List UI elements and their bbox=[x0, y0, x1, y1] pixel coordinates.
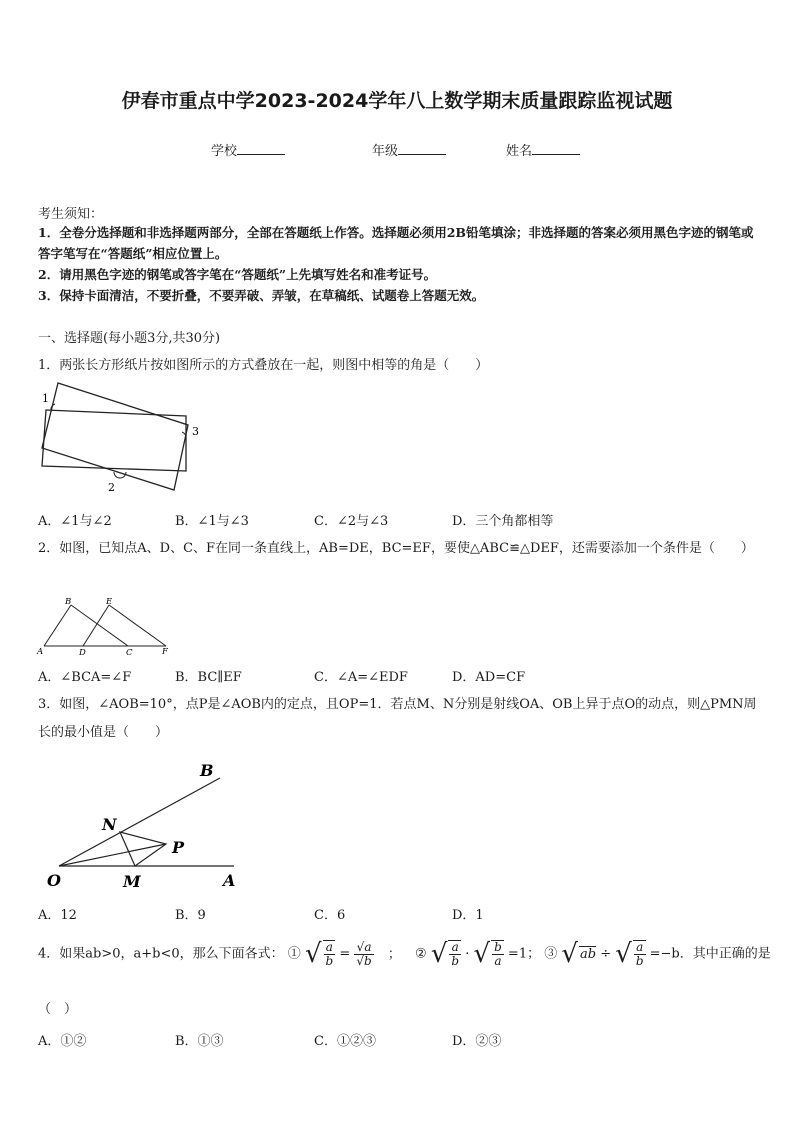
q3-label-p: P bbox=[172, 838, 185, 857]
q3-stem: 3．如图，∠AOB=10°，点P是∠AOB内的定点，且OP=1．若点M、N分别是射线OA、OB上异于点O的动点，则△PMN周长的最小值是（ ） bbox=[38, 697, 757, 740]
q3-ray-ob bbox=[59, 778, 220, 866]
grade-label: 年级 bbox=[372, 144, 399, 159]
q3-option-a[interactable]: A．12 bbox=[38, 908, 77, 923]
q4-stem bbox=[38, 939, 771, 969]
q4-expr1-rhs-den: √b bbox=[356, 953, 372, 968]
q1-label-3: 3 bbox=[192, 425, 199, 438]
q2-label-f: F bbox=[162, 647, 168, 657]
q4-option-d[interactable]: D．②③ bbox=[452, 1034, 502, 1049]
q4-expr2-radicand-2 bbox=[491, 940, 504, 968]
q4-option-b[interactable]: B．①③ bbox=[175, 1034, 224, 1049]
multiply-dot-icon: · bbox=[465, 946, 470, 962]
q2-label-d: D bbox=[79, 648, 86, 658]
q2-segment-ab bbox=[44, 605, 71, 646]
q1-figure bbox=[36, 380, 206, 498]
q3-label-m: M bbox=[123, 872, 141, 891]
school-label: 学校 bbox=[211, 144, 238, 159]
q3-label-o: O bbox=[47, 871, 61, 890]
name-label: 姓名 bbox=[506, 144, 533, 159]
q2-option-b[interactable]: B．BC∥EF bbox=[175, 670, 242, 685]
q2-option-a[interactable]: A．∠BCA=∠F bbox=[38, 670, 132, 685]
q4-expr1-radicand bbox=[323, 940, 336, 968]
q4-expr2-fraction-1 bbox=[449, 941, 461, 968]
sqrt-icon: √ bbox=[473, 939, 491, 969]
q4-option-a[interactable]: A．①② bbox=[38, 1034, 87, 1049]
q2-label-b: B bbox=[65, 597, 72, 607]
q1-label-2: 2 bbox=[108, 481, 115, 494]
q4-eq-1: = bbox=[339, 946, 351, 962]
q3-option-c[interactable]: C．6 bbox=[314, 908, 346, 923]
q4-divide: ÷ bbox=[600, 946, 612, 962]
q2-option-d[interactable]: D．AD=CF bbox=[452, 670, 526, 685]
q2-segment-ef bbox=[109, 605, 166, 646]
q1-label-1: 1 bbox=[42, 392, 49, 405]
q4-option-c[interactable]: C．①②③ bbox=[314, 1034, 376, 1049]
q4-eq-2: =1； bbox=[507, 946, 541, 962]
q4-expr2-num-2: b bbox=[494, 940, 502, 954]
q2-label-e: E bbox=[106, 597, 113, 607]
name-blank[interactable] bbox=[532, 142, 580, 155]
q4-expr1-den: b bbox=[325, 954, 334, 968]
q4-expr3-den: b bbox=[635, 954, 644, 968]
q4-answer-blank: （ ） bbox=[38, 1002, 78, 1017]
sqrt-icon: √ bbox=[561, 939, 578, 969]
q4-expr2-num-1: a bbox=[449, 941, 461, 955]
notice-item-3: 3．保持卡面清洁，不要折叠，不要弄破、弄皱，在草稿纸、试题卷上答题无效。 bbox=[38, 288, 485, 303]
q3-label-b: B bbox=[200, 761, 214, 780]
q4-expr3-radicand-2 bbox=[633, 940, 646, 968]
q1-option-a[interactable]: A．∠1与∠2 bbox=[38, 514, 112, 529]
q3-label-a: A bbox=[223, 871, 236, 890]
grade-blank[interactable] bbox=[398, 142, 446, 155]
q4-expr1-fraction bbox=[324, 941, 336, 968]
q4-expr1-num: a bbox=[324, 941, 336, 955]
q4-expr3-radicand-1: ab bbox=[579, 947, 597, 962]
q2-label-a: A bbox=[37, 647, 44, 657]
q4-mark-3: ③ bbox=[544, 946, 558, 962]
q1-option-c[interactable]: C．∠2与∠3 bbox=[314, 514, 389, 529]
q3-label-n: N bbox=[102, 815, 117, 834]
sqrt-icon: √ bbox=[615, 939, 632, 969]
q4-expr3-fraction bbox=[634, 941, 646, 968]
q4-stem-start: 4．如果ab>0，a+b<0，那么下面各式： bbox=[38, 946, 284, 962]
school-blank[interactable] bbox=[237, 142, 285, 155]
q1-stem: 1．两张长方形纸片按如图所示的方式叠放在一起，则图中相等的角是（ ） bbox=[38, 358, 489, 373]
q1-rotated-rectangle bbox=[42, 383, 188, 490]
q4-eq-3: =−b．其中正确的是 bbox=[649, 946, 771, 962]
school-field bbox=[211, 140, 285, 159]
q3-option-b[interactable]: B．9 bbox=[175, 908, 206, 923]
q4-expr3-num: a bbox=[634, 941, 646, 955]
exam-title: 伊春市重点中学2023-2024学年八上数学期末质量跟踪监视试题 bbox=[121, 90, 673, 112]
section-heading: 一、选择题(每小题3分,共30分) bbox=[38, 331, 221, 346]
q4-mark-1: ① bbox=[287, 946, 301, 962]
notice-label: 考生须知： bbox=[38, 207, 104, 222]
sqrt-icon: √ bbox=[430, 939, 448, 969]
q2-option-c[interactable]: C．∠A=∠EDF bbox=[314, 670, 408, 685]
q4-separator: ； bbox=[387, 946, 401, 962]
q4-expr2-den-2: a bbox=[494, 954, 502, 968]
q2-label-c: C bbox=[126, 648, 133, 658]
q1-option-b[interactable]: B．∠1与∠3 bbox=[175, 514, 249, 529]
q4-expr1-rhs-den-var: b bbox=[364, 953, 372, 968]
q1-option-d[interactable]: D．三个角都相等 bbox=[452, 514, 554, 529]
q4-expr1-rhs-num: √a bbox=[354, 941, 373, 955]
q2-stem: 2．如图，已知点A、D、C、F在同一条直线上，AB=DE，BC=EF，要使△ABC≌△DEF，还需要添加一个条件是（ ） bbox=[38, 541, 754, 556]
q1-horizontal-rectangle bbox=[42, 410, 186, 471]
notice-item-2: 2．请用黑色字迹的钢笔或答字笔在“答题纸”上先填写姓名和准考证号。 bbox=[38, 267, 437, 282]
q2-segment-de bbox=[83, 605, 109, 646]
q4-expr1-rhs bbox=[354, 941, 373, 968]
sqrt-icon: √ bbox=[304, 939, 322, 969]
grade-field bbox=[372, 140, 446, 159]
notice-item-1: 1．全卷分选择题和非选择题两部分，全部在答题纸上作答。选择题必须用2B铅笔填涂；非选择题的答案必须用黑色字迹的钢笔或答字笔写在“答题纸”相应位置上。 bbox=[38, 225, 754, 261]
name-field bbox=[506, 140, 580, 159]
q2-segment-bc bbox=[71, 605, 128, 646]
q4-expr2-radicand-1 bbox=[448, 940, 461, 968]
q2-figure bbox=[36, 596, 172, 658]
q4-expr1-rhs-num-var: a bbox=[364, 939, 372, 954]
q3-figure bbox=[42, 758, 252, 892]
q3-option-d[interactable]: D．1 bbox=[452, 908, 484, 923]
q4-expr2-fraction-2 bbox=[492, 941, 504, 968]
q4-mark-2: ② bbox=[415, 946, 427, 962]
q4-expr2-den-1: b bbox=[451, 954, 460, 968]
